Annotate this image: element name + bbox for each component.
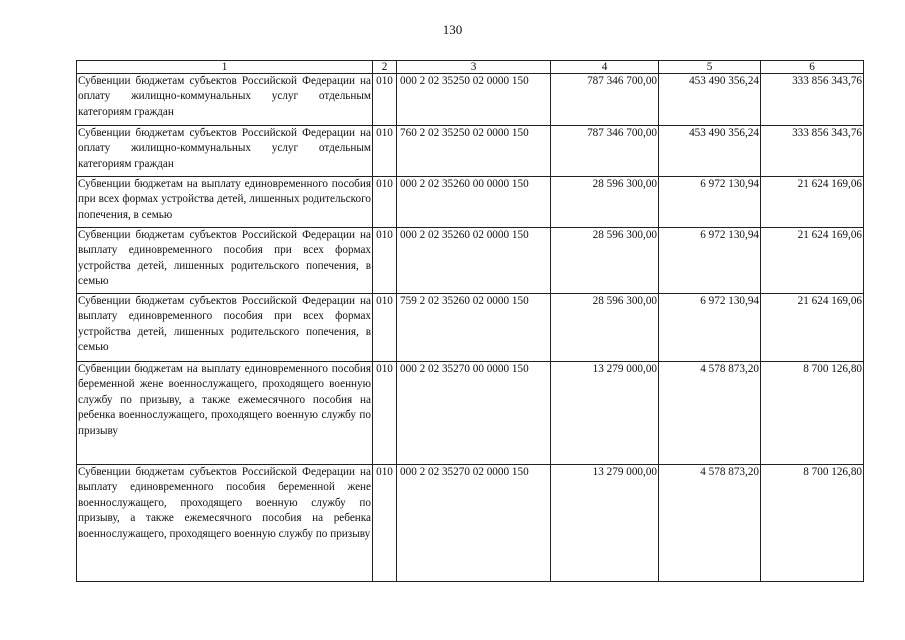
row-executed: 4 578 873,20 [659, 465, 761, 582]
row-assigned: 787 346 700,00 [551, 126, 659, 177]
row-unexecuted: 333 856 343,76 [761, 126, 864, 177]
row-executed: 6 972 130,94 [659, 177, 761, 228]
row-kbk: 759 2 02 35260 02 0000 150 [397, 294, 551, 362]
row-code: 010 [373, 177, 397, 228]
row-executed: 453 490 356,24 [659, 126, 761, 177]
row-executed: 4 578 873,20 [659, 362, 761, 465]
row-code: 010 [373, 126, 397, 177]
row-kbk: 760 2 02 35250 02 0000 150 [397, 126, 551, 177]
row-unexecuted: 333 856 343,76 [761, 74, 864, 126]
page-number: 130 [442, 22, 463, 37]
table-row [77, 126, 864, 177]
row-assigned: 28 596 300,00 [551, 177, 659, 228]
row-assigned: 787 346 700,00 [551, 74, 659, 126]
row-assigned: 28 596 300,00 [551, 228, 659, 294]
row-unexecuted: 8 700 126,80 [761, 465, 864, 582]
table-row [77, 74, 864, 126]
row-code: 010 [373, 465, 397, 582]
table-row [77, 177, 864, 228]
row-unexecuted: 8 700 126,80 [761, 362, 864, 465]
row-kbk: 000 2 02 35270 02 0000 150 [397, 465, 551, 582]
row-description: Субвенции бюджетам на выплату единовременного пособия при всех формах устройства детей, лишенных родительского попечения, в семью [77, 177, 373, 228]
table-header-row [77, 61, 864, 74]
row-code: 010 [373, 294, 397, 362]
table-row [77, 228, 864, 294]
row-description: Субвенции бюджетам на выплату единовременного пособия беременной жене военнослужащего, проходящего военную службу по призыву, а также ежемесячного пособия на ребенка военнослужащего, проходящего военную службу по призыву [77, 362, 373, 465]
column-header: 1 [77, 61, 373, 74]
row-kbk: 000 2 02 35260 00 0000 150 [397, 177, 551, 228]
row-assigned: 13 279 000,00 [551, 362, 659, 465]
row-unexecuted: 21 624 169,06 [761, 177, 864, 228]
row-kbk: 000 2 02 35270 00 0000 150 [397, 362, 551, 465]
row-description: Субвенции бюджетам субъектов Российской Федерации на выплату единовременного пособия при всех формах устройства детей, лишенных родительского попечения, в семью [77, 294, 373, 362]
column-header: 2 [373, 61, 397, 74]
row-description: Субвенции бюджетам субъектов Российской Федерации на оплату жилищно-коммунальных услуг отдельным категориям граждан [77, 126, 373, 177]
row-executed: 6 972 130,94 [659, 294, 761, 362]
column-header: 6 [761, 61, 864, 74]
row-executed: 6 972 130,94 [659, 228, 761, 294]
row-unexecuted: 21 624 169,06 [761, 228, 864, 294]
column-header: 3 [397, 61, 551, 74]
column-header: 5 [659, 61, 761, 74]
row-executed: 453 490 356,24 [659, 74, 761, 126]
row-code: 010 [373, 228, 397, 294]
row-assigned: 28 596 300,00 [551, 294, 659, 362]
row-unexecuted: 21 624 169,06 [761, 294, 864, 362]
row-assigned: 13 279 000,00 [551, 465, 659, 582]
row-code: 010 [373, 362, 397, 465]
row-code: 010 [373, 74, 397, 126]
table-row [77, 294, 864, 362]
row-description: Субвенции бюджетам субъектов Российской Федерации на оплату жилищно-коммунальных услуг отдельным категориям граждан [77, 74, 373, 126]
row-kbk: 000 2 02 35250 02 0000 150 [397, 74, 551, 126]
table-row [77, 362, 864, 465]
row-kbk: 000 2 02 35260 02 0000 150 [397, 228, 551, 294]
row-description: Субвенции бюджетам субъектов Российской Федерации на выплату единовременного пособия при всех формах устройства детей, лишенных родительского попечения, в семью [77, 228, 373, 294]
budget-table [76, 60, 864, 582]
table-row [77, 465, 864, 582]
row-description: Субвенции бюджетам субъектов Российской Федерации на выплату единовременного пособия беременной жене военнослужащего, проходящего военную службу по призыву, а также ежемесячного пособия на ребенка военнослужащего, проходящего военную службу по призыву [77, 465, 373, 582]
column-header: 4 [551, 61, 659, 74]
